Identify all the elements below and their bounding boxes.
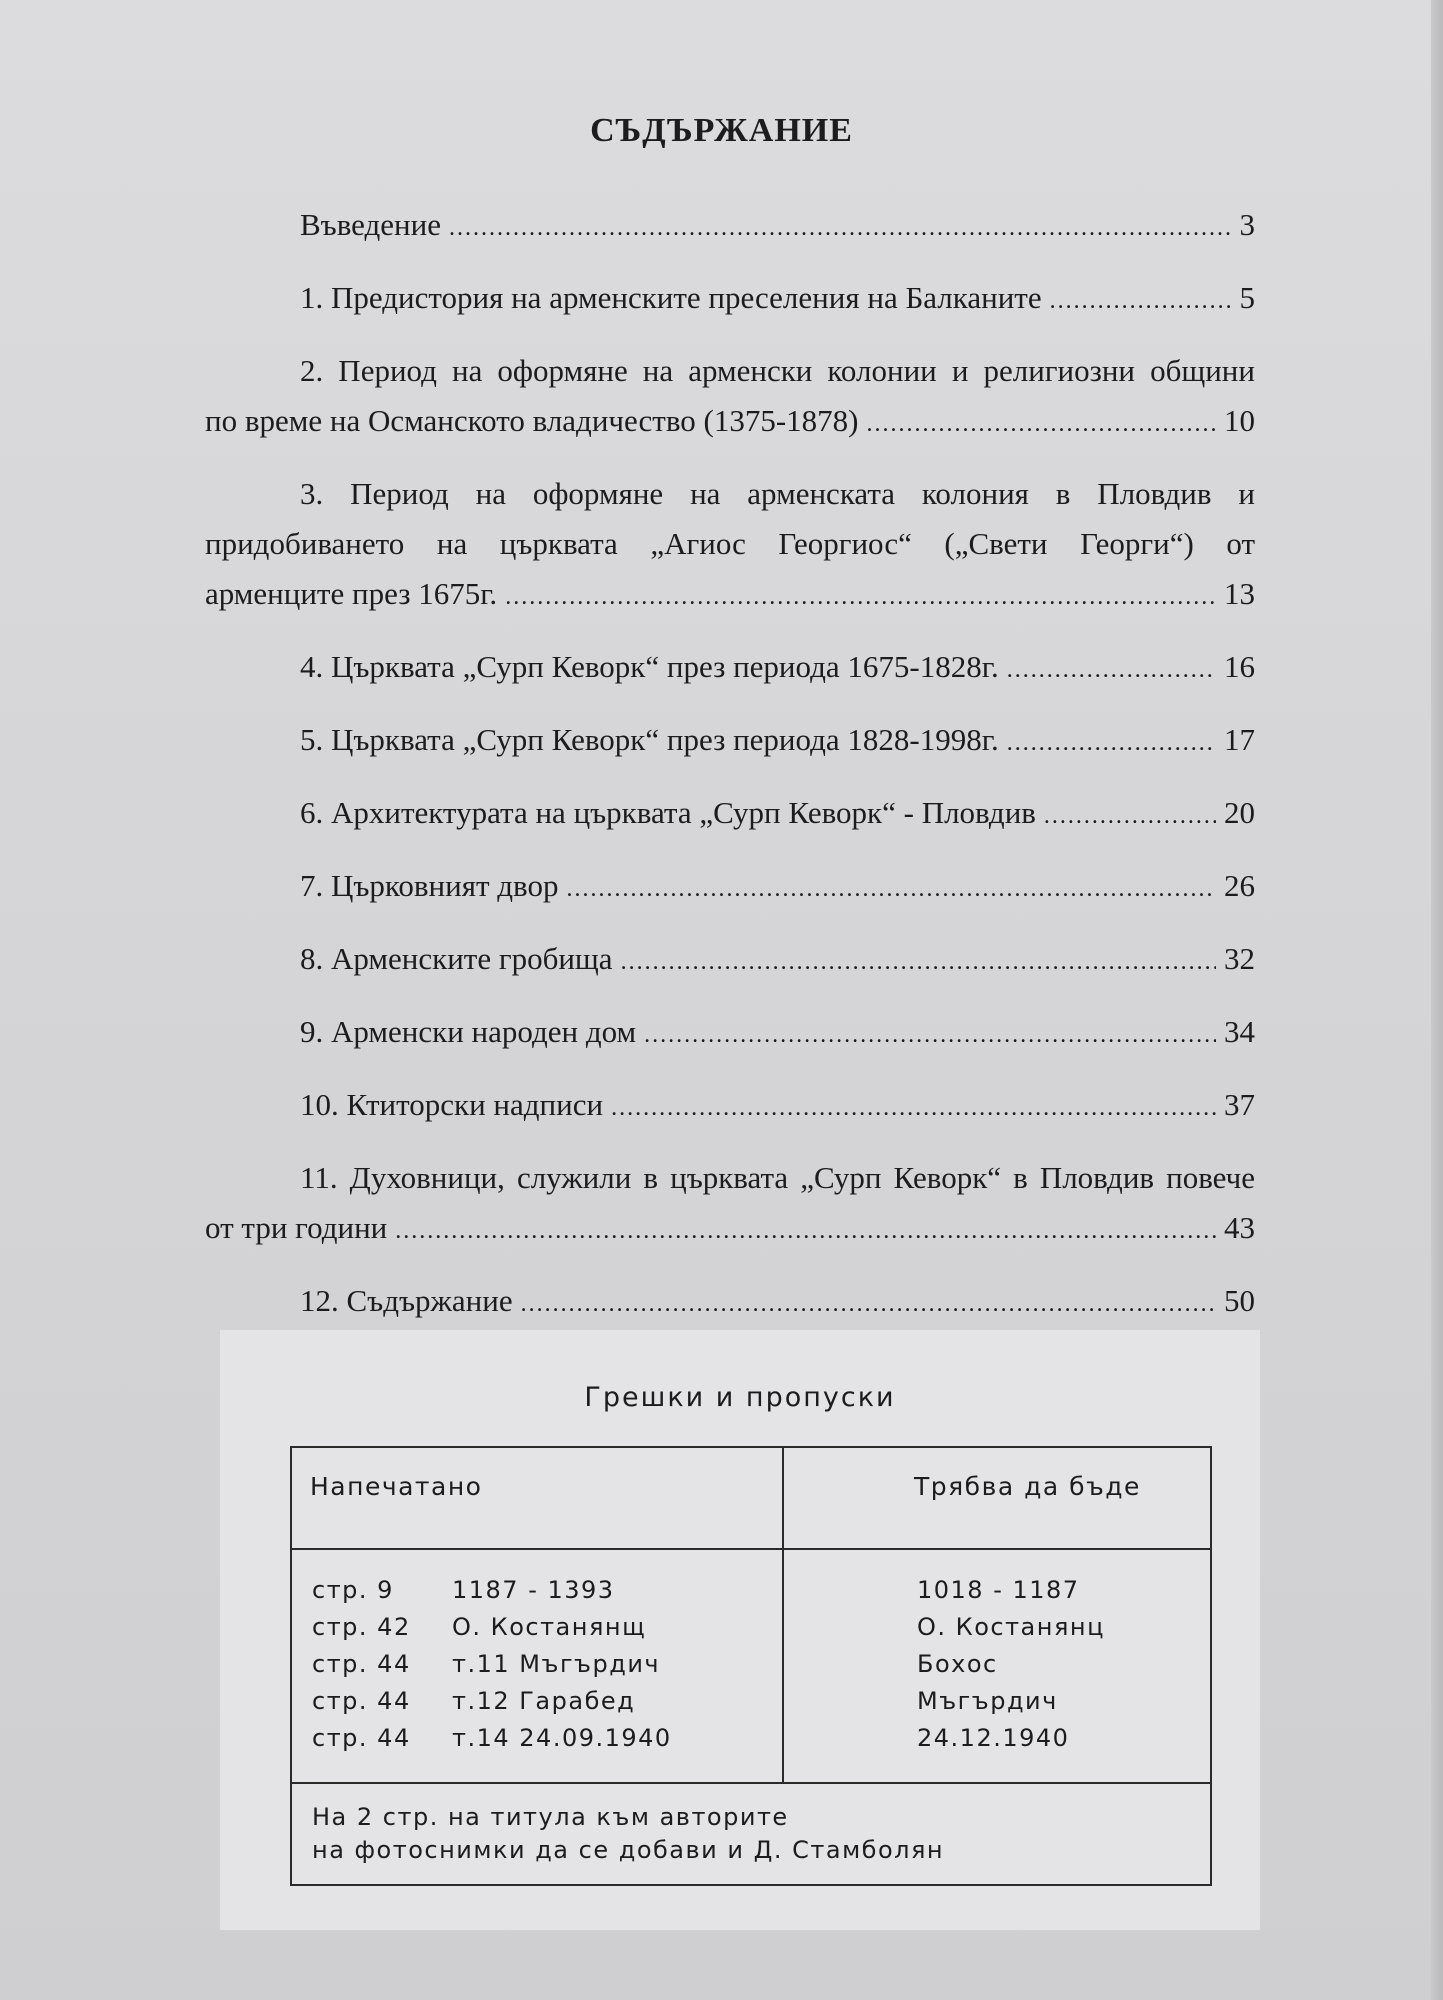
leader-dots [505, 572, 1216, 622]
errata-table [290, 1446, 1212, 1886]
table-of-contents [205, 200, 1255, 1349]
leader-dots [621, 937, 1216, 987]
toc-entry-title-continued: по време на Османското владичество (1375-1878) [205, 403, 859, 438]
toc-entry[interactable] [205, 861, 1255, 914]
toc-entry-title-continued: придобиването на църквата „Агиос Георгиос“ („Свети Георги“) от [205, 526, 1255, 561]
correct-text: Мъгърдич [917, 1687, 1058, 1715]
leader-dots [866, 399, 1216, 449]
printed-page: стр. 44 [312, 1724, 411, 1752]
toc-entry-title: 2. Период на оформяне на арменски колонии и религиозни общини [300, 353, 1255, 388]
table-divider [292, 1548, 1210, 1550]
header-correct: Трябва да бъде [914, 1472, 1141, 1501]
note-line: на фотоснимки да се добави и Д. Стамболян [312, 1836, 945, 1864]
printed-text: т.11 Мъгърдич [452, 1650, 661, 1678]
table-row [312, 1646, 672, 1683]
toc-page-number: 50 [1224, 1283, 1255, 1318]
correct-text: 1018 - 1187 [917, 1576, 1080, 1604]
toc-entry-title: 3. Период на оформяне на арменската колония в Пловдив и [300, 476, 1255, 511]
correct-text: О. Костанянц [917, 1613, 1105, 1641]
toc-entry[interactable] [205, 1080, 1255, 1133]
toc-page-number: 3 [1239, 207, 1255, 242]
toc-entry[interactable] [205, 469, 1255, 622]
note-line: На 2 стр. на титула към авторите [312, 1803, 789, 1831]
toc-page-number: 10 [1224, 403, 1255, 438]
toc-page-number: 17 [1224, 722, 1255, 757]
toc-page-number: 43 [1224, 1210, 1255, 1245]
toc-page-number: 34 [1224, 1014, 1255, 1049]
toc-entry-title: 11. Духовници, служили в църквата „Сурп Кеворк“ в Пловдив повече [300, 1160, 1255, 1195]
printed-text: О. Костанянщ [452, 1613, 647, 1641]
toc-page-number: 5 [1239, 280, 1255, 315]
printed-page: стр. 9 [312, 1576, 394, 1604]
leader-dots [611, 1083, 1216, 1133]
toc-entry-title: 10. Ктиторски надписи [300, 1087, 604, 1122]
toc-entry[interactable] [205, 642, 1255, 695]
header-printed: Напечатано [310, 1472, 483, 1501]
leader-dots [1007, 718, 1216, 768]
toc-entry-title: 4. Църквата „Сурп Кеворк“ през периода 1675-1828г. [300, 649, 999, 684]
printed-page: стр. 42 [312, 1613, 411, 1641]
errata-title: Грешки и пропуски [584, 1382, 896, 1413]
correct-text: 24.12.1940 [917, 1724, 1070, 1752]
printed-text: т.14 24.09.1940 [452, 1724, 672, 1752]
printed-page: стр. 44 [312, 1687, 411, 1715]
errata-slip [220, 1330, 1260, 1930]
toc-entry[interactable] [205, 715, 1255, 768]
table-row [312, 1683, 672, 1720]
toc-entry-title: 8. Арменските гробища [300, 941, 613, 976]
toc-page-number: 26 [1224, 868, 1255, 903]
printed-text: т.12 Гарабед [452, 1687, 636, 1715]
toc-page-number: 13 [1224, 576, 1255, 611]
page-title: СЪДЪРЖАНИЕ [590, 112, 853, 149]
toc-entry[interactable] [205, 934, 1255, 987]
toc-entry-title: 1. Предистория на арменските преселения на Балканите [300, 280, 1042, 315]
toc-entry[interactable] [205, 273, 1255, 326]
table-row [312, 1720, 672, 1757]
toc-page-number: 16 [1224, 649, 1255, 684]
printed-page: стр. 44 [312, 1650, 411, 1678]
printed-text: 1187 - 1393 [452, 1576, 615, 1604]
toc-entry-title: Въведение [300, 207, 441, 242]
toc-entry-title: 6. Архитектурата на църквата „Сурп Кеворк“ - Пловдив [300, 795, 1036, 830]
leader-dots [1044, 791, 1216, 841]
toc-entry-title: 5. Църквата „Сурп Кеворк“ през периода 1828-1998г. [300, 722, 999, 757]
leader-dots [644, 1010, 1216, 1060]
toc-entry[interactable] [205, 1153, 1255, 1256]
correct-text: Бохос [917, 1650, 998, 1678]
leader-dots [1007, 645, 1216, 695]
toc-page-number: 37 [1224, 1087, 1255, 1122]
table-row [312, 1609, 672, 1646]
toc-entry[interactable] [205, 1276, 1255, 1329]
toc-entry[interactable] [205, 1007, 1255, 1060]
errata-note [312, 1801, 944, 1867]
toc-entry[interactable] [205, 200, 1255, 253]
leader-dots [1050, 276, 1232, 326]
table-divider [292, 1782, 1210, 1784]
page-edge [1431, 0, 1443, 2000]
toc-entry-title-continued: арменците през 1675г. [205, 576, 498, 611]
correct-column [917, 1572, 1105, 1757]
printed-column [312, 1572, 672, 1757]
leader-dots [449, 203, 1232, 253]
toc-page-number: 20 [1224, 795, 1255, 830]
table-column-divider [782, 1448, 784, 1782]
toc-entry[interactable] [205, 788, 1255, 841]
toc-entry-title: 9. Арменски народен дом [300, 1014, 637, 1049]
toc-entry-title-continued: от три години [205, 1210, 388, 1245]
leader-dots [566, 864, 1216, 914]
toc-entry-title: 12. Съдържание [300, 1283, 513, 1318]
leader-dots [521, 1279, 1216, 1329]
leader-dots [395, 1206, 1216, 1256]
table-row [312, 1572, 672, 1609]
toc-entry[interactable] [205, 346, 1255, 449]
toc-page-number: 32 [1224, 941, 1255, 976]
toc-entry-title: 7. Църковният двор [300, 868, 559, 903]
